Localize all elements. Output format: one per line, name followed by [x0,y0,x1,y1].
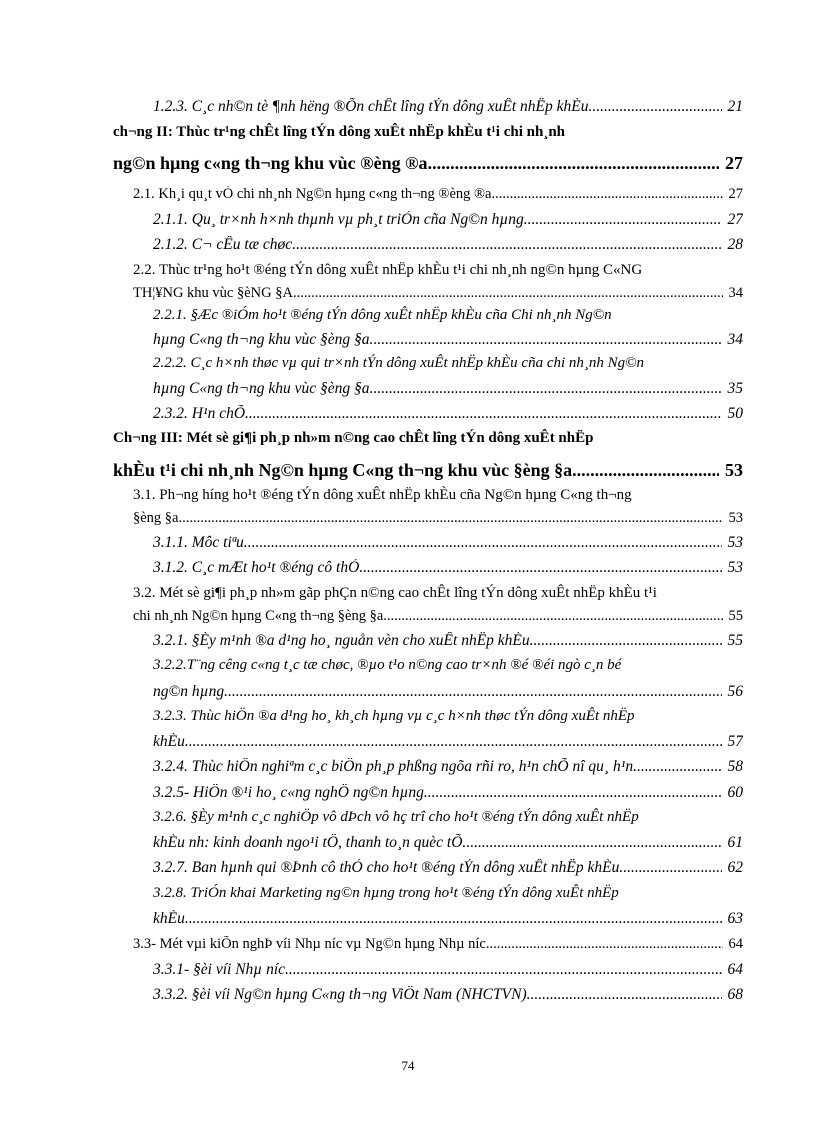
toc-entry-2-3-2[interactable] [153,405,743,423]
toc-entry-3-3[interactable] [133,936,743,953]
toc-entry-page: 55 [727,632,743,649]
toc-entry-text: ng©n hµng. [153,683,228,700]
toc-entry-3-2-4[interactable] [153,758,743,776]
toc-entry-text: khÈu t¹i chi nh¸nh Ng©n hµng C«ng th¬ng khu vùc §èng §a [113,460,573,480]
toc-entry-text: 2.3.2. H¹n chÕ [153,405,246,422]
toc-entry-page: 27 [725,153,743,173]
toc-chapter-3[interactable] [113,460,743,481]
toc-entry-text: chi nh¸nh Ng©n hµng C«ng th¬ng §èng §a [133,608,384,624]
toc-entry-text: 3.2.4. Thùc hiÖn nghiªm c¸c biÖn ph¸p phßng ngõa rñi ro, h¹n chÕ nî qu¸ h¹n. [153,758,637,775]
toc-leader-dots [370,380,722,398]
toc-entry-text: 2.1.2. C¬ cÊu tæ chøc [153,236,293,253]
toc-entry-page: 56 [727,683,743,700]
toc-leader-dots [530,632,722,650]
toc-entry-2-2-1[interactable] [153,331,743,349]
toc-entry-2-2-title[interactable]: 2.2. Thùc tr¹ng ho¹t ®éng tÝn dông xuÊt nhËp khÈu t¹i chi nh¸nh ng©n hµng C«NG [133,262,643,278]
toc-entry-text: khÈu [153,733,185,750]
toc-entry-3-2-5[interactable] [153,784,743,802]
toc-entry-page: 28 [727,236,743,253]
toc-entry-3-2-7[interactable] [153,859,743,877]
toc-entry-text: 3.1.2. C¸c mÆt ho¹t ®éng cô thÓ [153,559,360,576]
toc-entry-1-2-3[interactable] [153,98,743,116]
toc-entry-text: 2.1. Kh¸i qu¸t vÒ chi nh¸nh Ng©n hµng c«ng th¬ng ®èng ®a [133,186,492,202]
toc-entry-page: 60 [727,784,743,801]
toc-leader-dots [248,534,722,552]
toc-entry-3-1[interactable] [133,510,743,527]
toc-chapter-3-title[interactable]: Ch¬ng III: Mét sè gi¶i ph¸p nh»m n©ng cao chÊt lîng tÝn dông xuÊt nhËp [113,430,594,446]
toc-leader-dots [619,859,721,877]
toc-entry-text: 3.1.1. Môc tiªu. [153,534,248,551]
toc-leader-dots [428,153,719,174]
toc-leader-dots [185,733,722,751]
toc-entry-page: 35 [727,380,743,397]
toc-entry-3-2-2-title[interactable]: 3.2.2.T¨ng cêng c«ng t¸c tæ chøc, ®µo t¹o n©ng cao tr×nh ®é ®éi ngò c¸n bé [153,657,622,673]
toc-entry-page: 57 [727,733,743,750]
toc-entry-text: 2.1.1. Qu¸ tr×nh h×nh thµnh vµ ph¸t triÓn cña Ng©n hµng. [153,211,528,228]
toc-leader-dots [185,910,722,928]
toc-leader-dots [292,236,721,254]
toc-leader-dots [572,460,719,481]
toc-entry-3-1-2[interactable] [153,559,743,577]
toc-entry-text: khÈu nh: kinh doanh ngo¹i tÖ, thanh to¸n quèc tÕ. [153,834,467,851]
toc-entry-3-3-2[interactable] [153,986,743,1004]
toc-entry-page: 27 [728,186,743,202]
toc-entry-text: 3.2.7. Ban hµnh qui ®Þnh cô thÓ cho ho¹t ®éng tÝn dông xuÊt nhËp khÈu [153,859,620,876]
toc-entry-page: 34 [727,331,743,348]
toc-entry-3-2-6[interactable] [153,834,743,852]
toc-entry-page: 53 [728,510,743,526]
toc-entry-text: 1.2.3. C¸c nh©n tè ¶nh hëng ®Õn chÊt lîng tÝn dông xuÊt nhËp khÈu [153,98,589,115]
toc-entry-page: 61 [727,834,743,851]
toc-entry-text: 3.3.2. §èi víi Ng©n hµng C«ng th¬ng ViÖt Nam (NHCTVN) [153,986,527,1003]
toc-entry-3-1-1[interactable] [153,534,743,552]
toc-chapter-2-title[interactable]: ch¬ng II: Thùc tr¹ng chÊt lîng tÝn dông xuÊt nhËp khÈu t¹i chi nh¸nh [113,124,566,140]
toc-chapter-2[interactable] [113,153,743,174]
toc-entry-3-2-8-title[interactable]: 3.2.8. TriÓn khai Marketing ng©n hµng trong ho¹t ®éng tÝn dông xuÊt nhËp [153,885,619,901]
toc-entry-page: 53 [727,534,743,551]
page-number: 74 [401,1058,415,1073]
toc-entry-text: 3.3- Mét vµi kiÕn nghÞ víi Nhµ níc vµ Ng©n hµng Nhµ níc [133,936,486,952]
toc-entry-2-2-2-title[interactable]: 2.2.2. C¸c h×nh thøc vµ qui tr×nh tÝn dông xuÊt nhËp khÈu cña chi nh¸nh Ng©n [153,355,645,371]
toc-entry-2-2[interactable] [133,285,743,302]
toc-entry-page: 64 [728,936,743,952]
toc-leader-dots [228,683,722,701]
toc-leader-dots [528,211,722,229]
toc-entry-page: 50 [727,405,743,422]
toc-entry-text: hµng C«ng th¬ng khu vùc §èng §a. [153,331,374,348]
toc-entry-2-1-2[interactable] [153,236,743,254]
toc-entry-text: 3.2.5- HiÖn ®¹i ho¸ c«ng nghÖ ng©n hµng [153,784,424,801]
toc-entry-2-1-1[interactable] [153,211,743,229]
toc-entry-text: §èng §a. [133,510,183,526]
toc-leader-dots [245,405,721,423]
toc-entry-3-2-8[interactable] [153,910,743,928]
toc-entry-text: khÈu [153,910,185,927]
toc-leader-dots [383,608,722,625]
toc-entry-3-2-2[interactable] [153,683,743,701]
toc-entry-page: 63 [727,910,743,927]
toc-entry-page: 58 [727,758,743,775]
toc-entry-page: 68 [727,986,743,1003]
toc-leader-dots [527,986,722,1004]
toc-entry-text: TH¦¥NG khu vùc §èNG §A. [133,285,297,301]
toc-entry-3-2-1[interactable] [153,632,743,650]
toc-leader-dots [424,784,722,802]
toc-leader-dots [285,961,721,979]
toc-leader-dots [486,936,723,953]
toc-entry-text: ng©n hµng c«ng th¬ng khu vùc ®èng ®a [113,153,428,173]
toc-entry-3-2[interactable] [133,608,743,625]
toc-entry-page: 55 [728,608,743,624]
toc-entry-3-1-title[interactable]: 3.1. Ph¬ng híng ho¹t ®éng tÝn dông xuÊt nhËp khÈu cña Ng©n hµng C«ng th¬ng [133,487,632,503]
toc-entry-3-2-3[interactable] [153,733,743,751]
toc-entry-page: 27 [727,211,743,228]
toc-entry-text: 3.3.1- §èi víi Nhµ níc [153,961,286,978]
toc-leader-dots [491,186,722,203]
toc-entry-2-2-1-title[interactable]: 2.2.1. §Æc ®iÓm ho¹t ®éng tÝn dông xuÊt nhËp khÈu cña Chi nh¸nh Ng©n [153,307,612,323]
toc-entry-3-2-3-title[interactable]: 3.2.3. Thùc hiÖn ®a d¹ng ho¸ kh¸ch hµng vµ c¸c h×nh thøc tÝn dông xuÊt nhËp [153,708,635,724]
toc-entry-page: 64 [727,961,743,978]
toc-entry-page: 53 [725,460,743,480]
toc-entry-page: 53 [727,559,743,576]
toc-leader-dots [359,559,721,577]
toc-leader-dots [373,331,721,349]
toc-entry-page: 21 [727,98,743,115]
toc-entry-text: 3.2.1. §Èy m¹nh ®a d¹ng ho¸ nguån vèn cho xuÊt nhËp khÈu [153,632,530,649]
toc-entry-3-3-1[interactable] [153,961,743,979]
toc-entry-3-2-title[interactable]: 3.2. Mét sè gi¶i ph¸p nh»m gãp phÇn n©ng cao chÊt lîng tÝn dông xuÊt nhËp khÈu t¹i [133,585,657,601]
toc-leader-dots [182,510,722,527]
toc-entry-2-1[interactable] [133,186,743,203]
toc-leader-dots [637,758,722,776]
toc-leader-dots [466,834,721,852]
toc-leader-dots [588,98,721,116]
toc-leader-dots [297,285,723,302]
toc-entry-page: 34 [728,285,743,301]
toc-entry-3-2-6-title[interactable]: 3.2.6. §Èy m¹nh c¸c nghiÖp vô dÞch vô hç trî cho ho¹t ®éng tÝn dông xuÊt nhËp [153,809,639,825]
toc-entry-2-2-2[interactable] [153,380,743,398]
toc-entry-text: hµng C«ng th¬ng khu vùc §èng §a [153,380,370,397]
toc-entry-page: 62 [727,859,743,876]
